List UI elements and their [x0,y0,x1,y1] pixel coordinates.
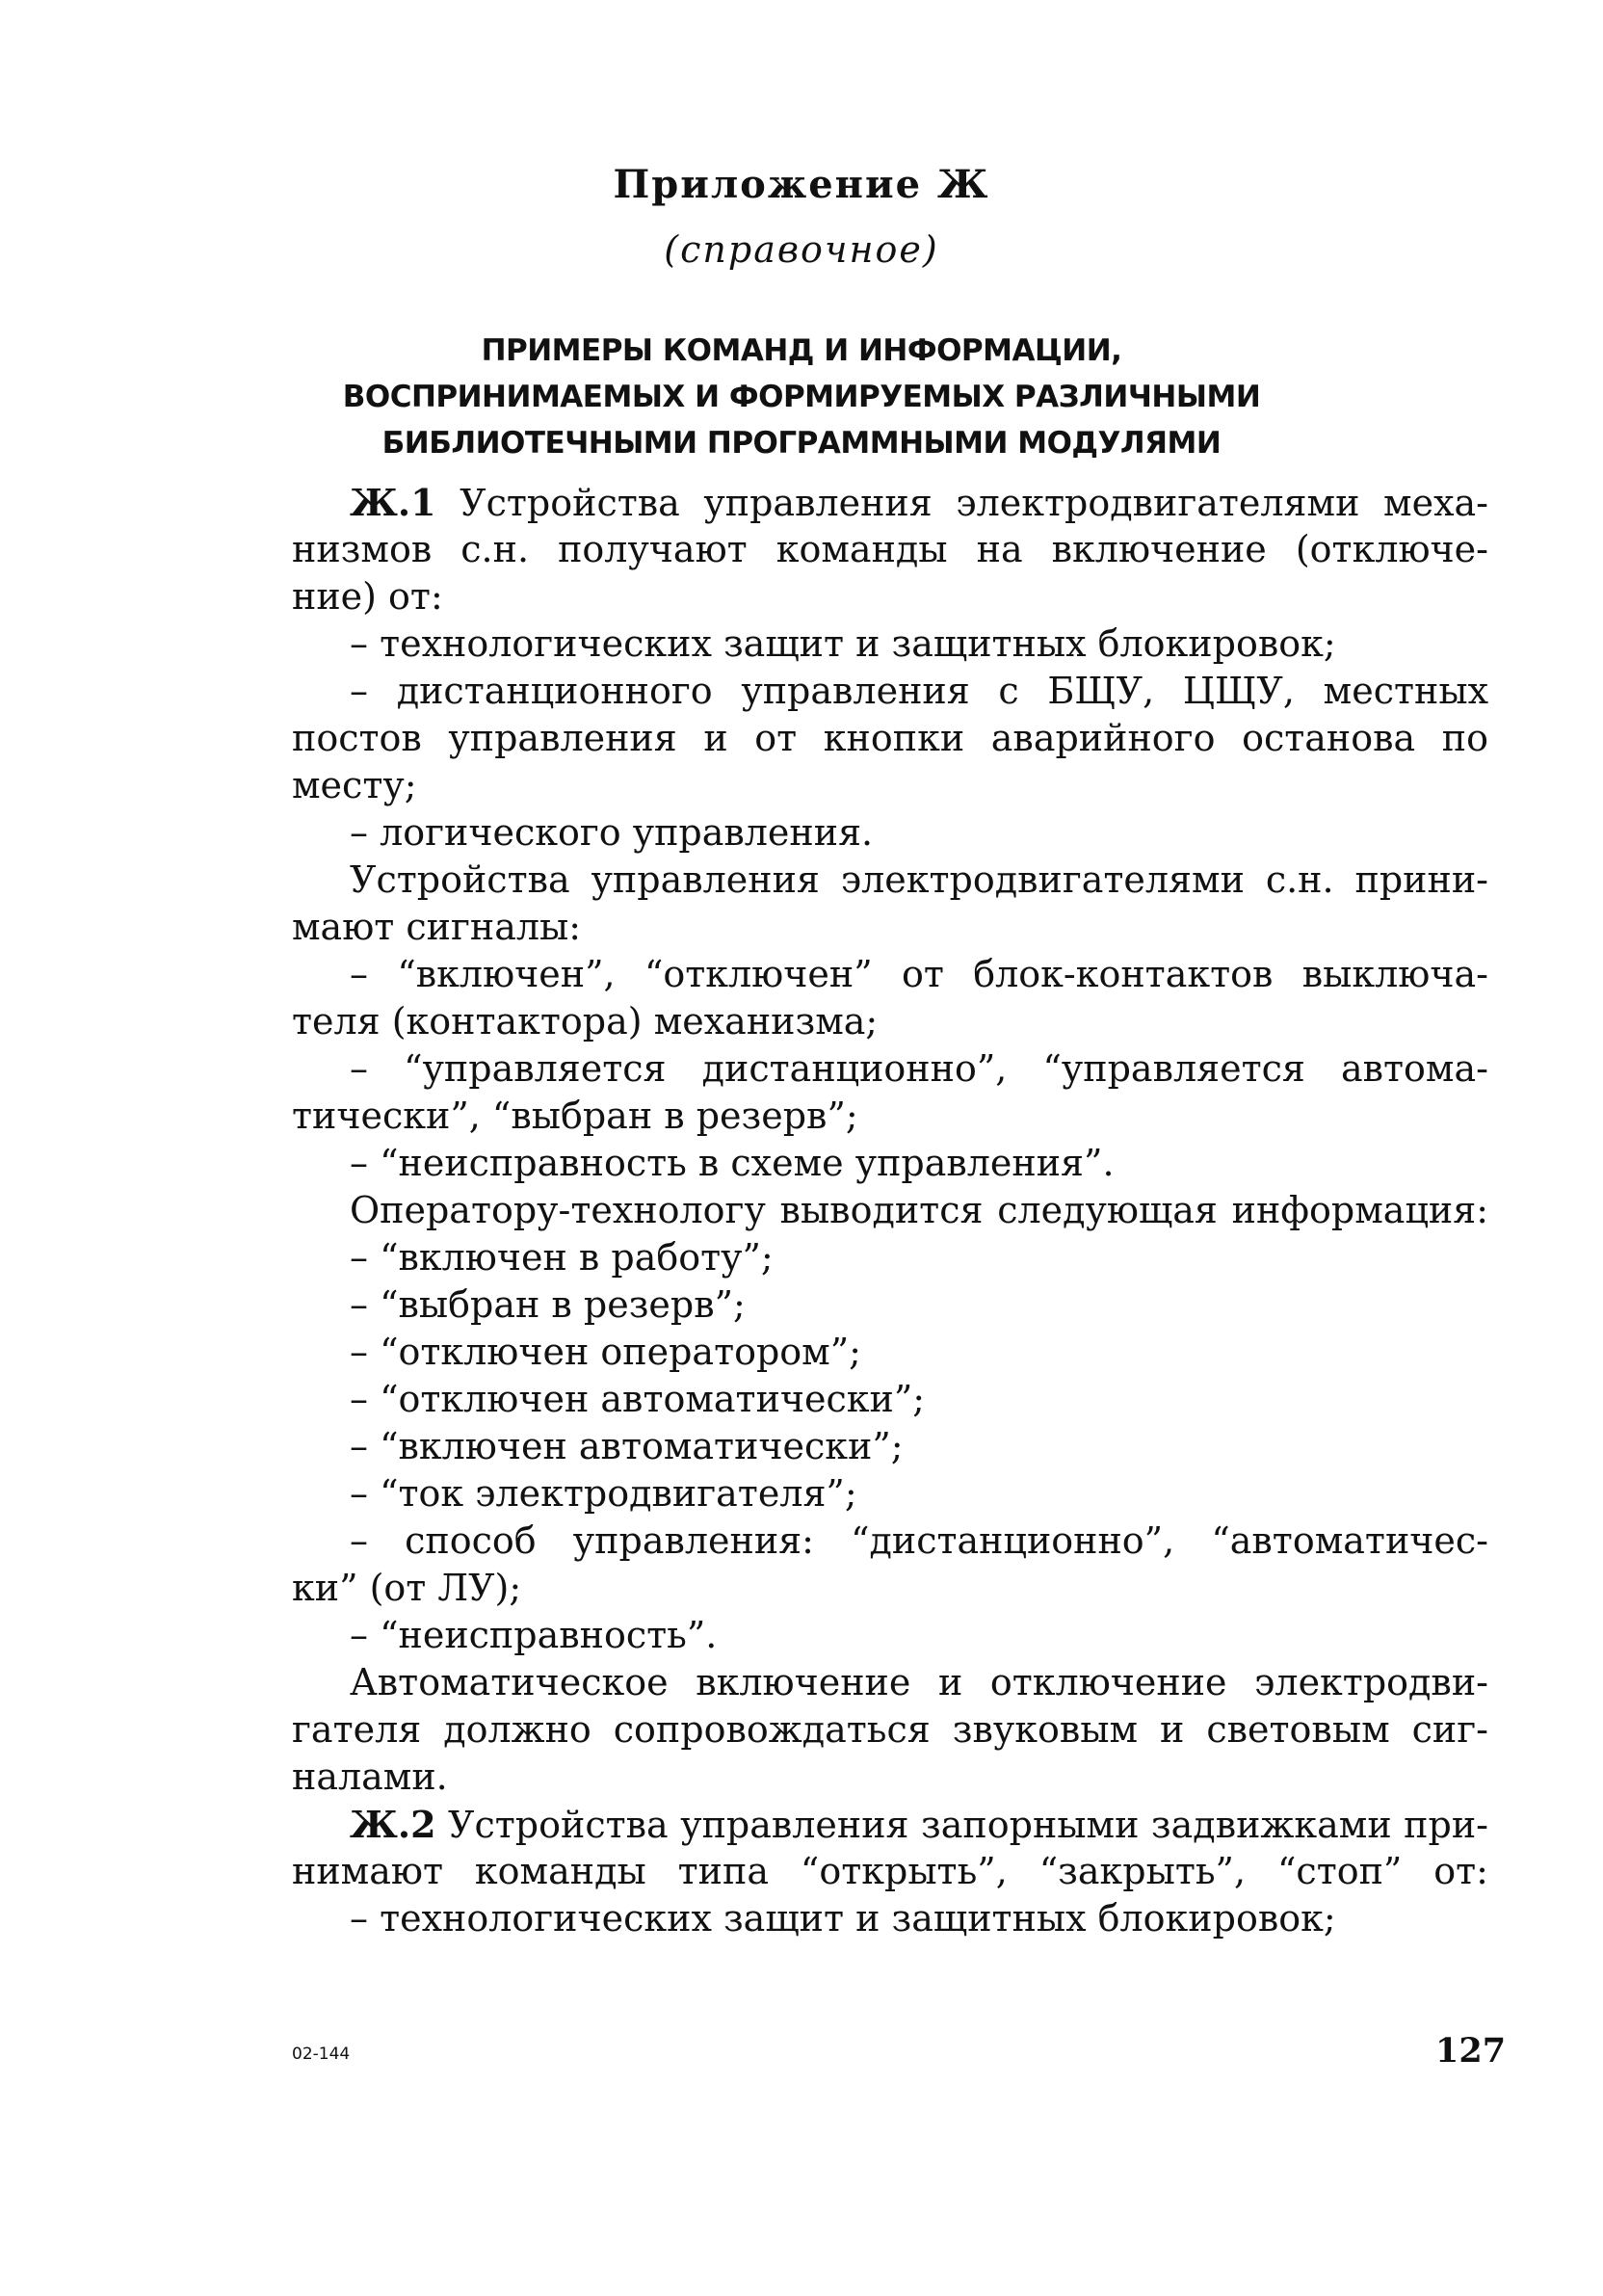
paragraph-line: Автоматическое включение и отключение электродви- [350,1661,1488,1703]
list-item: – “включен автоматически”; [350,1425,904,1467]
list-item: – “неисправность”. [350,1614,718,1656]
list-item: – “отключен автоматически”; [350,1378,926,1420]
list-item: – дистанционного управления с БЩУ, ЦЩУ, местных [350,670,1488,712]
paragraph-line: нимают команды типа “открыть”, “закрыть”, “стоп” от: [292,1850,1488,1892]
paragraph-line: мают сигналы: [292,906,582,948]
paragraph-line: низмов с.н. получают команды на включение (отключе- [292,528,1488,570]
heading-line: ПРИМЕРЫ КОМАНД И ИНФОРМАЦИИ, [481,333,1122,368]
footer-code: 02-144 [292,2045,351,2064]
list-item-continuation: теля (контактора) механизма; [292,1000,879,1042]
paragraph-line: Оператору-технологу выводится следующая информация: [350,1189,1488,1231]
list-item: – “отключен оператором”; [350,1331,861,1373]
list-item: – “управляется дистанционно”, “управляется автома- [350,1047,1488,1090]
list-item: – способ управления: “дистанционно”, “автоматичес- [350,1519,1488,1562]
heading-line: БИБЛИОТЕЧНЫМИ ПРОГРАММНЫМИ МОДУЛЯМИ [381,426,1222,461]
section-heading [0,328,1603,466]
list-item-continuation: ки” (от ЛУ); [292,1567,522,1609]
list-item: – логического управления. [350,811,874,854]
paragraph-line: Ж.2 Устройства управления запорными задвижками при- [350,1803,1488,1846]
clause-number: Ж.1 [350,481,436,524]
list-item: – “включен”, “отключен” от блок-контактов выключа- [350,953,1488,995]
heading-line: ВОСПРИНИМАЕМЫХ И ФОРМИРУЕМЫХ РАЗЛИЧНЫМИ [342,380,1261,414]
appendix-title: Приложение Ж [613,162,990,207]
paragraph-line: ние) от: [292,575,443,618]
list-item: – технологических защит и защитных блокировок; [350,1897,1336,1940]
list-item: – технологических защит и защитных блокировок; [350,622,1336,665]
appendix-subtitle: (справочное) [664,228,939,271]
list-item-continuation: постов управления и от кнопки аварийного останова по [292,717,1488,759]
body-text [292,479,1488,1942]
paragraph-line: Ж.1 Устройства управления электродвигателями меха- [350,481,1488,524]
paragraph-line: гателя должно сопровождаться звуковым и световым сиг- [292,1708,1488,1751]
list-item-continuation: тически”, “выбран в резерв”; [292,1095,858,1137]
page-number: 127 [1435,2031,1507,2071]
clause-number: Ж.2 [350,1803,436,1846]
paragraph-line: налами. [292,1755,448,1798]
list-item: – “неисправность в схеме управления”. [350,1142,1115,1184]
list-item: – “ток электродвигателя”; [350,1472,857,1515]
paragraph-line: Устройства управления электродвигателями с.н. прини- [350,858,1488,901]
list-item: – “включен в работу”; [350,1236,774,1279]
list-item-continuation: месту; [292,764,417,806]
list-item: – “выбран в резерв”; [350,1283,746,1326]
